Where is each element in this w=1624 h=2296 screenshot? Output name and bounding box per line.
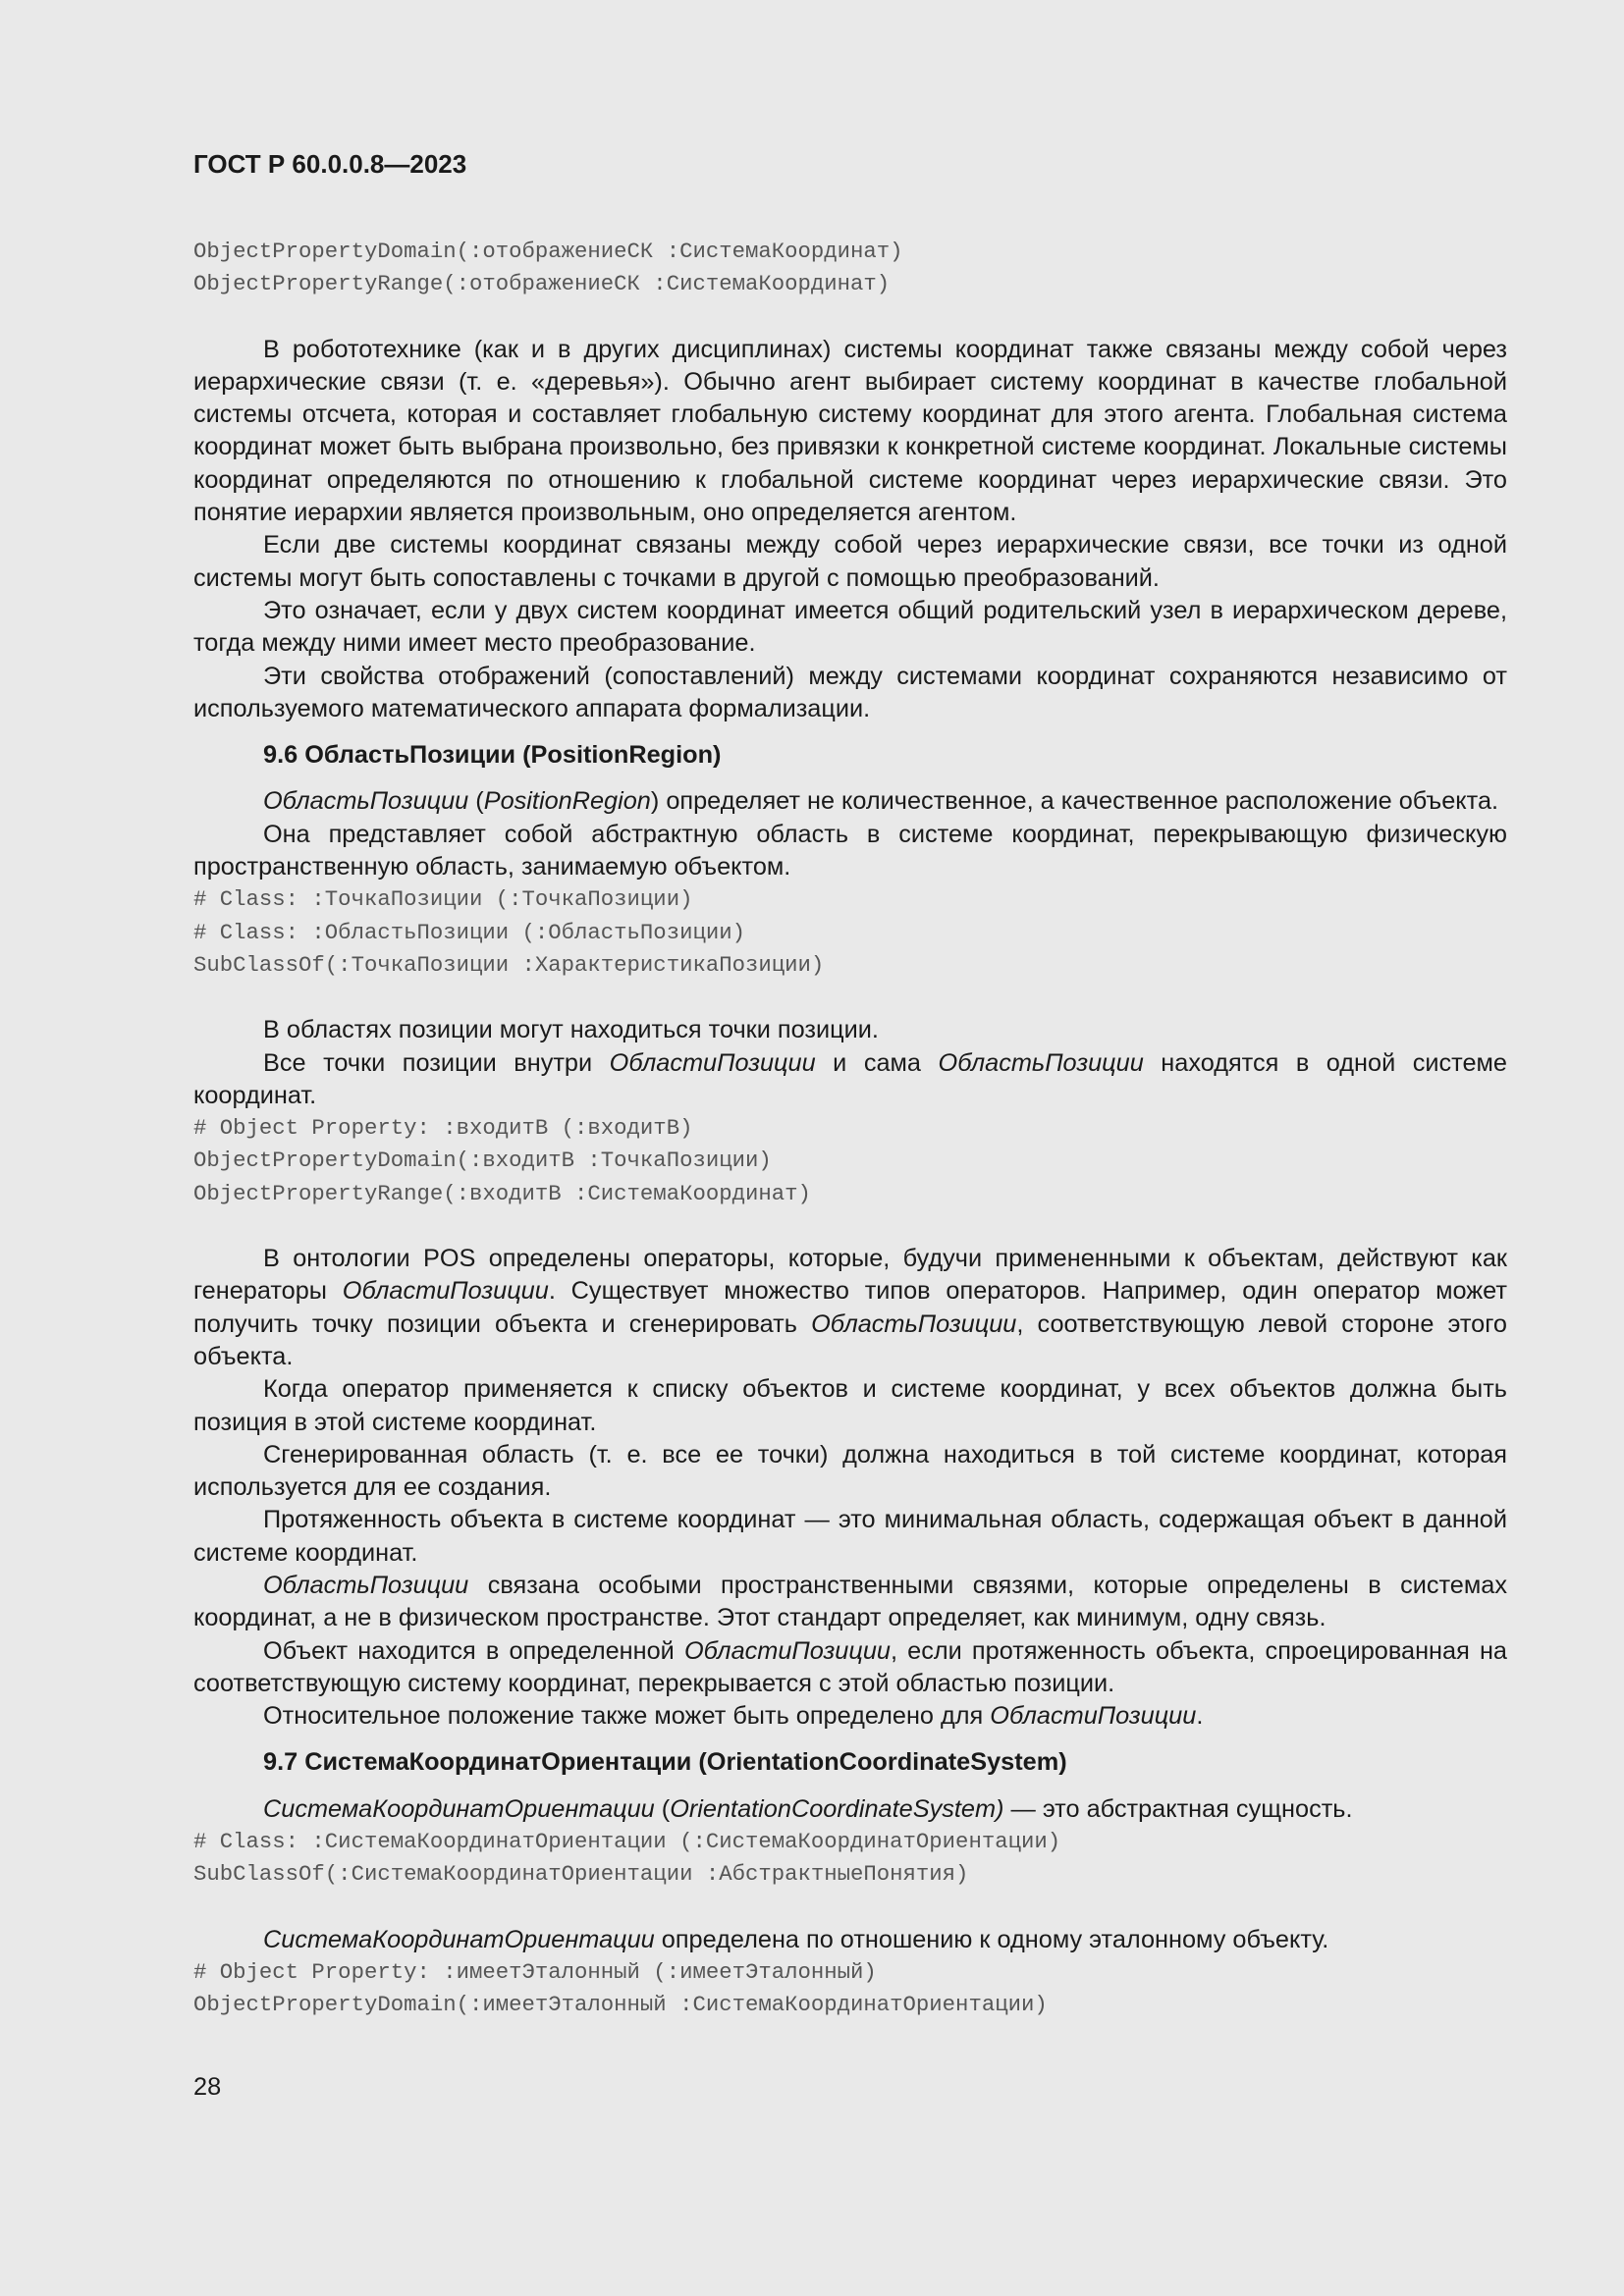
text-fragment: и сама <box>815 1048 939 1077</box>
paragraph: Когда оператор применяется к списку объектов и системе координат, у всех объектов должна быть позиция в этой системе координат. <box>193 1375 1507 1436</box>
code-line: ObjectPropertyRange(:входитВ :СистемаКоординат) <box>193 1180 811 1206</box>
paragraph <box>193 1700 1507 1733</box>
text-fragment: Все точки позиции внутри <box>263 1048 610 1077</box>
text-fragment: ( <box>654 1794 671 1823</box>
code-line: # Class: :ОбластьПозиции (:ОбластьПозиции) <box>193 919 745 945</box>
paragraph: Если две системы координат связаны между собой через иерархические связи, все точки из одной системы могут быть сопоставлены с точками в другой с помощью преобразований. <box>193 531 1507 592</box>
paragraph: Сгенерированная область (т. е. все ее точки) должна находиться в той системе координат, которая используется для ее создания. <box>193 1440 1507 1502</box>
term: ОбластиПозиции <box>683 1636 891 1665</box>
text-fragment: находятся в одной системе координат. <box>193 1048 1507 1109</box>
term: ОбластиПозиции <box>609 1048 816 1077</box>
code-line: ObjectPropertyDomain(:входитВ :ТочкаПозиции) <box>193 1148 772 1174</box>
code-block <box>193 1826 1507 1892</box>
code-line: SubClassOf(:ТочкаПозиции :ХарактеристикаПозиции) <box>193 951 825 978</box>
term: СистемаКоординатОриентации <box>263 1925 655 1953</box>
paragraph: В областях позиции могут находиться точки позиции. <box>263 1016 879 1044</box>
code-line: # Class: :ТочкаПозиции (:ТочкаПозиции) <box>193 886 693 913</box>
paragraph <box>193 1924 1507 1956</box>
code-line: ObjectPropertyDomain(:отображениеСК :СистемаКоординат) <box>193 239 903 264</box>
text-fragment: В онтологии POS определены операторы, которые, будучи примененными к объектам, действуют как генераторы <box>193 1245 1507 1306</box>
term: ОбластиПозиции <box>342 1277 549 1306</box>
paragraph <box>193 1243 1507 1373</box>
text-fragment: определена по отношению к одному эталонному объекту. <box>654 1925 1329 1953</box>
code-line: # Class: :СистемаКоординатОриентации (:СистемаКоординатОриентации) <box>193 1829 1061 1855</box>
term: ОбластьПозиции <box>811 1309 1017 1338</box>
paragraph <box>193 1635 1507 1701</box>
text-fragment: ) определяет не количественное, а качественное расположение объекта. <box>650 787 1499 816</box>
text-fragment: , если протяженность объекта, спроецированная на соответствующую систему координат, перекрывается с этой областью позиции. <box>193 1636 1507 1697</box>
paragraph: Эти свойства отображений (сопоставлений) между системами координат сохраняются независимо от используемого математического аппарата формализации. <box>193 662 1507 722</box>
code-block <box>193 1112 1507 1210</box>
text-fragment: — это абстрактная сущность. <box>1003 1794 1353 1823</box>
section-heading-9-7: 9.7 СистемаКоординатОриентации (OrientationCoordinateSystem) <box>263 1748 1067 1777</box>
code-line: ObjectPropertyDomain(:имеетЭталонный :СистемаКоординатОриентации) <box>193 1992 1048 2018</box>
paragraph <box>193 1570 1507 1635</box>
page-number: 28 <box>193 2073 222 2101</box>
term: OrientationCoordinateSystem) <box>670 1794 1004 1823</box>
section-heading-9-6: 9.6 ОбластьПозиции (PositionRegion) <box>263 741 722 770</box>
paragraph: В робототехнике (как и в других дисциплинах) системы координат также связаны между собой через иерархические связи (т. е. «деревья»). Обычно агент выбирает систему координат в качестве глобальной системы отсчета, которая и составляет глобальную систему координат для этого агента. Глобальная система координат может быть выбрана произвольно, без привязки к конкретной системе координат. Локальные системы координат определяются по отношению к глобальной системе координат через иерархические связи. Это понятие иерархии является произвольным, оно определяется агентом. <box>193 335 1507 527</box>
term: СистемаКоординатОриентации <box>263 1794 655 1823</box>
term: ОбластьПозиции <box>938 1048 1144 1077</box>
paragraph <box>193 1793 1507 1826</box>
text-fragment: связана особыми пространственными связями, которые определены в системах координат, а не в физическом пространстве. Этот стандарт определяет, как минимум, одну связь. <box>193 1571 1507 1632</box>
term: ОбластьПозиции <box>263 1571 469 1599</box>
term: PositionRegion <box>483 787 651 816</box>
paragraph: Она представляет собой абстрактную область в системе координат, перекрывающую физическую пространственную область, занимаемую объектом. <box>193 820 1507 881</box>
text-fragment: Объект находится в определенной <box>263 1636 684 1665</box>
document-page <box>193 147 1507 2022</box>
paragraph: Это означает, если у двух систем координат имеется общий родительский узел в иерархическом дереве, тогда между ними имеет место преобразование. <box>193 596 1507 658</box>
text-fragment: Относительное положение также может быть определено для <box>263 1702 991 1731</box>
code-block <box>193 236 1507 301</box>
code-line: SubClassOf(:СистемаКоординатОриентации :АбстрактныеПонятия) <box>193 1861 969 1888</box>
text-fragment: . <box>1196 1702 1204 1731</box>
code-line: # Object Property: :имеетЭталонный (:имеетЭталонный) <box>193 1958 877 1985</box>
paragraph <box>193 1047 1507 1113</box>
paragraph: Протяженность объекта в системе координат — это минимальная область, содержащая объект в данной системе координат. <box>193 1506 1507 1567</box>
term: ОбластиПозиции <box>990 1702 1197 1731</box>
term: ОбластьПозиции <box>263 787 469 816</box>
text-fragment: ( <box>468 787 484 816</box>
code-block <box>193 883 1507 982</box>
code-line: # Object Property: :входитВ (:входитВ) <box>193 1115 693 1142</box>
code-line: ObjectPropertyRange(:отображениеСК :СистемаКоординат) <box>193 271 891 297</box>
text-fragment: , соответствующую левой стороне этого объекта. <box>193 1309 1507 1370</box>
code-block <box>193 1956 1507 2022</box>
standard-header: ГОСТ Р 60.0.0.8—2023 <box>193 149 467 179</box>
text-fragment: . Существует множество типов операторов. Например, один оператор может получить точку позиции объекта и сгенерировать <box>193 1277 1507 1338</box>
paragraph <box>193 785 1507 818</box>
